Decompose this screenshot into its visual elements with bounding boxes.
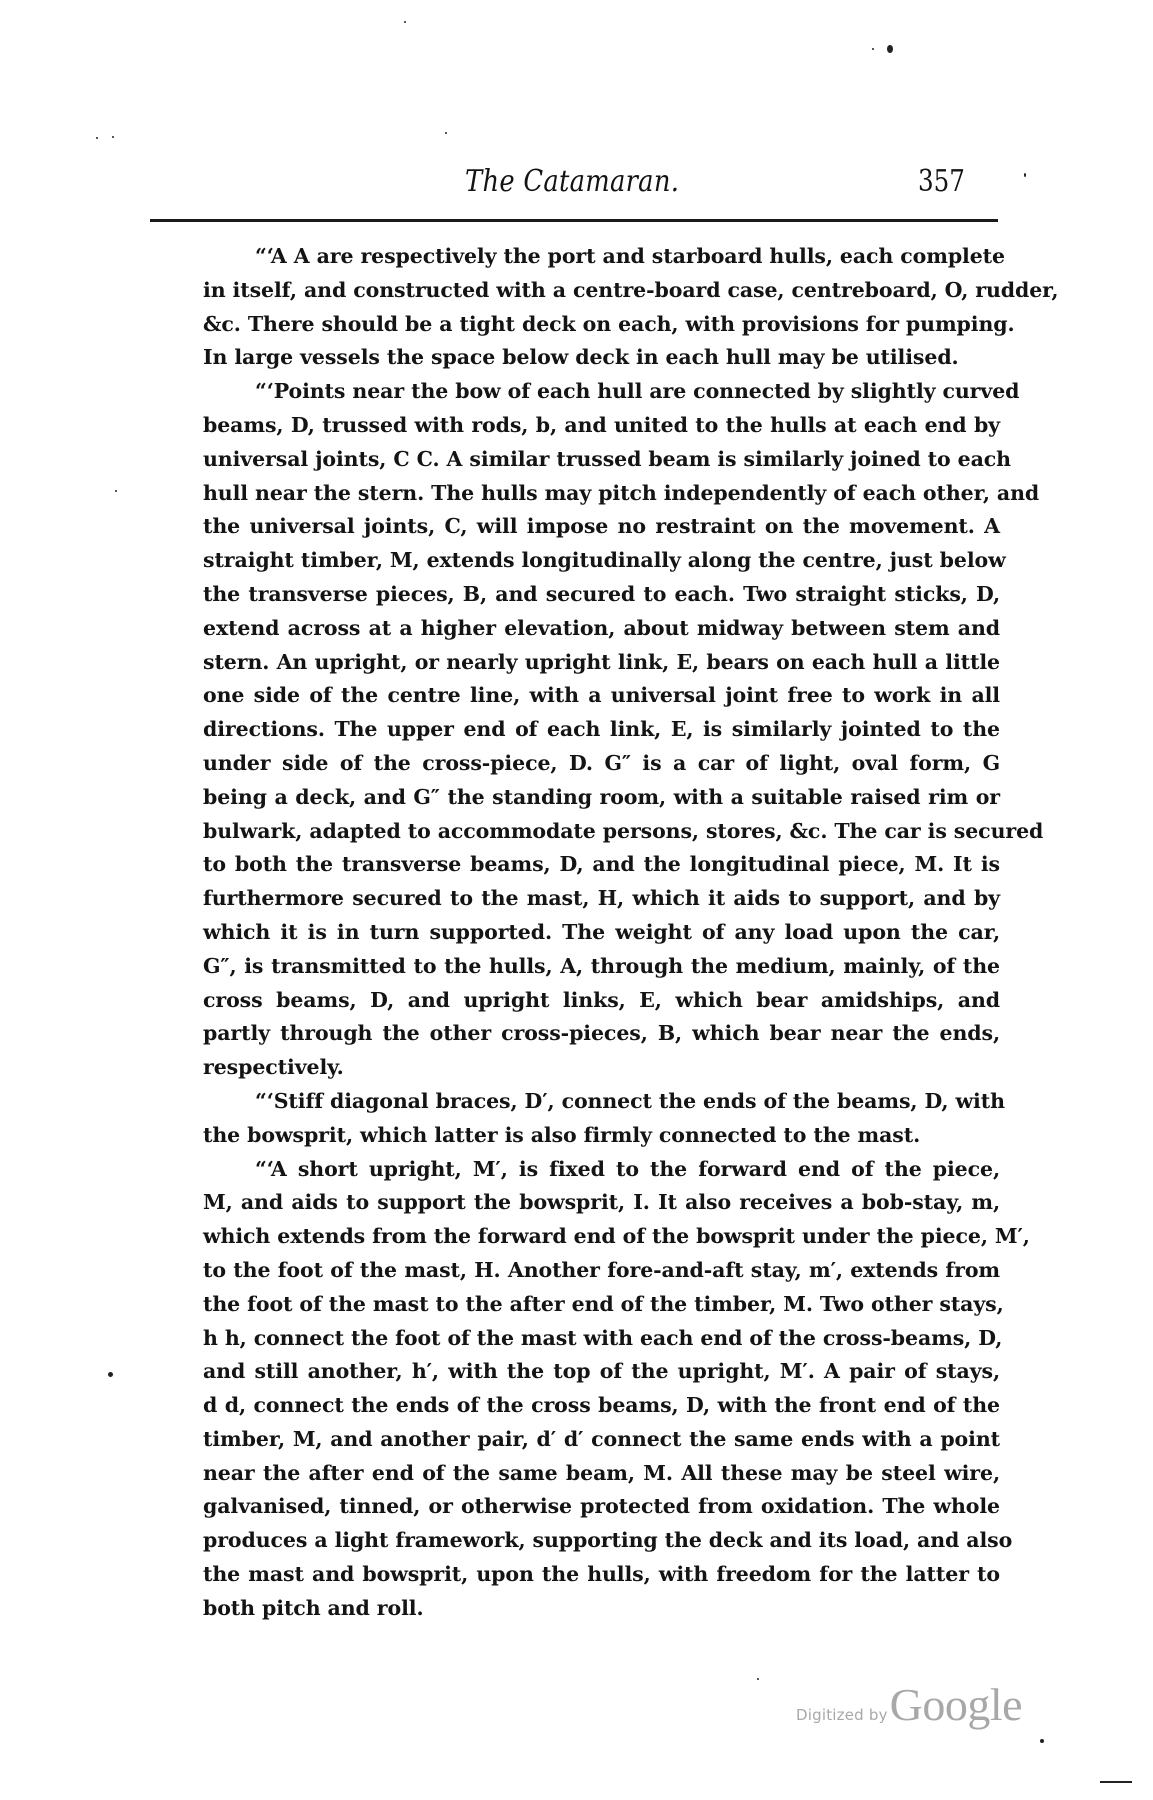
text-line: “‘A short upright, M′, is fixed to the forward end of the piece, [255,1156,1000,1181]
text-line: “‘A A are respectively the port and starboard hulls, each complete [255,244,1005,268]
body-text [151,240,1059,1626]
text-line: h h, connect the foot of the mast with each end of the cross-beams, D, [203,1325,1003,1350]
text-line: in itself, and constructed with a centre-board case, centreboard, O, rudder, [203,277,1059,302]
scan-speck [872,48,874,50]
watermark-prefix: Digitized by [796,1706,888,1724]
text-line: under side of the cross-piece, D. G″ is a car of light, oval form, G [203,750,1000,775]
text-line: one side of the centre line, with a universal joint free to work in all [203,683,1000,708]
text-line: hull near the stern. The hulls may pitch independently of each other, and [203,480,1040,505]
scan-speck [112,136,114,138]
text-line: which it is in turn supported. The weight of any load upon the car, [203,919,1000,944]
text-line: partly through the other cross-pieces, B, which bear near the ends, [203,1021,1000,1046]
text-line: G″, is transmitted to the hulls, A, through the medium, mainly, of the [203,953,1000,978]
text-line: the foot of the mast to the after end of the timber, M. Two other stays, [203,1291,1004,1316]
scan-speck [1040,1739,1044,1743]
text-line: timber, M, and another pair, d′ d′ connect the same ends with a point [203,1426,1000,1451]
text-line: the mast and bowsprit, upon the hulls, with freedom for the latter to [203,1562,1000,1587]
paragraph-4 [151,1153,1030,1626]
digitized-by-google-watermark [796,1678,1022,1731]
text-line: to the foot of the mast, H. Another fore-and-aft stay, m′, extends from [203,1257,1000,1282]
text-line: universal joints, C C. A similar trussed beam is similarly joined to each [203,446,1011,471]
scan-speck [887,45,893,53]
scan-speck [1024,173,1026,177]
text-line: “‘Points near the bow of each hull are connected by slightly curved [255,379,1020,404]
text-line: &c. There should be a tight deck on each, with provisions for pumping. [203,311,1015,336]
text-line: extend across at a higher elevation, about midway between stem and [203,615,1000,640]
page-number: 357 [918,164,965,199]
text-line: being a deck, and G″ the standing room, with a suitable raised rim or [203,784,1000,809]
text-line: bulwark, adapted to accommodate persons, stores, &c. The car is secured [203,818,1044,843]
text-line: near the after end of the same beam, M. All these may be steel wire, [203,1460,1000,1485]
paragraph-2 [151,375,1044,1085]
text-line: straight timber, M, extends longitudinally along the centre, just below [203,548,1006,573]
text-line: produces a light framework, supporting the deck and its load, and also [203,1528,1013,1553]
scan-speck [108,1372,113,1377]
paragraph-3 [151,1085,1005,1153]
text-line: galvanised, tinned, or otherwise protected from oxidation. The whole [203,1494,1000,1519]
text-line: stern. An upright, or nearly upright link, E, bears on each hull a little [203,649,1000,674]
corner-mark [1100,1781,1132,1783]
scan-speck [96,137,98,139]
text-line: beams, D, trussed with rods, b, and united to the hulls at each end by [203,412,1000,437]
paragraph-1 [151,240,1059,375]
header-rule [150,219,998,222]
text-line: the transverse pieces, B, and secured to each. Two straight sticks, D, [203,581,1000,606]
text-line: d d, connect the ends of the cross beams, D, with the front end of the [203,1393,1000,1418]
text-line: M, and aids to support the bowsprit, I. It also receives a bob-stay, m, [203,1190,1000,1215]
scan-speck [115,490,117,492]
scan-speck [404,21,406,23]
text-line: the bowsprit, which latter is also firmly connected to the mast. [203,1122,921,1147]
running-title: The Catamaran. [465,164,680,199]
text-line: which extends from the forward end of the bowsprit under the piece, M′, [203,1224,1030,1249]
running-head [150,164,1000,204]
google-logo-text: Google [889,1679,1023,1730]
text-line: “‘Stiff diagonal braces, D′, connect the ends of the beams, D, with [255,1088,1005,1113]
text-line: both pitch and roll. [203,1595,424,1620]
scan-speck [757,1678,759,1680]
text-line: cross beams, D, and upright links, E, which bear amidships, and [203,987,1000,1012]
text-line: furthermore secured to the mast, H, which it aids to support, and by [203,886,1000,911]
scan-speck [445,132,447,134]
text-line: the universal joints, C, will impose no restraint on the movement. A [203,514,1000,539]
text-line: respectively. [203,1055,344,1080]
text-line: and still another, h′, with the top of the upright, M′. A pair of stays, [203,1359,1000,1384]
text-line: directions. The upper end of each link, E, is similarly jointed to the [203,717,1000,742]
text-line: to both the transverse beams, D, and the longitudinal piece, M. It is [203,852,1000,877]
text-line: In large vessels the space below deck in each hull may be utilised. [203,345,959,370]
